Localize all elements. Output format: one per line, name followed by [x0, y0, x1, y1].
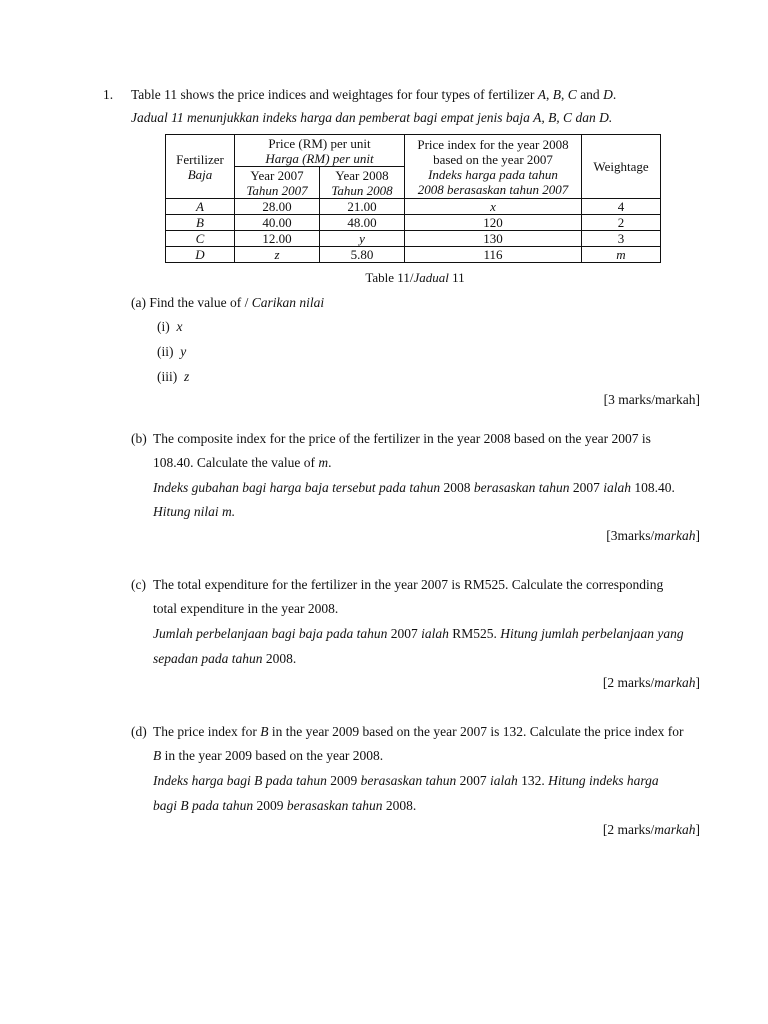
part-d-line2: B in the year 2009 based on the year 2008. [153, 748, 384, 763]
table-row [166, 215, 661, 231]
cell-weight: 4 [582, 199, 661, 215]
cell-price-2008: y [320, 231, 405, 247]
part-a-item: (ii) y [157, 344, 187, 359]
cell-fertilizer: B [166, 215, 235, 231]
part-b-label: (b) [131, 431, 147, 446]
header-price-index: Price index for the year 2008 based on the year 2007 Indeks harga pada tahun 2008 berasaskan tahun 2007 [405, 135, 582, 199]
cell-price-2008: 21.00 [320, 199, 405, 215]
part-c-marks: [2 marks/markah] [602, 675, 700, 690]
question-number: 1. [103, 87, 114, 102]
part-c-line1: The total expenditure for the fertilizer in the year 2007 is RM525. Calculate the corresponding [153, 577, 664, 592]
cell-index: 130 [405, 231, 582, 247]
part-b-marks: [3marks/markah] [606, 528, 700, 543]
cell-index: 116 [405, 247, 582, 263]
part-c-line2: total expenditure in the year 2008. [153, 601, 339, 616]
question-intro-en: Table 11 shows the price indices and weightages for four types of fertilizer A, B, C and D. [131, 87, 617, 102]
table-row [166, 231, 661, 247]
table-row [166, 199, 661, 215]
cell-price-2008: 5.80 [320, 247, 405, 263]
part-c-ms2: sepadan pada tahun 2008. [153, 651, 297, 666]
header-year-2007: Year 2007 Tahun 2007 [235, 167, 320, 199]
cell-weight: 3 [582, 231, 661, 247]
cell-weight: m [582, 247, 661, 263]
header-fertilizer: Fertilizer Baja [166, 135, 235, 199]
table-caption: Table 11/Jadual 11 [365, 270, 465, 285]
cell-weight: 2 [582, 215, 661, 231]
table-row [166, 247, 661, 263]
header-weightage: Weightage [582, 135, 661, 199]
part-d-label: (d) [131, 724, 147, 739]
part-d-line1: The price index for B in the year 2009 based on the year 2007 is 132. Calculate the price index for [153, 724, 684, 739]
part-a-prompt: (a) Find the value of / Carikan nilai [131, 295, 325, 310]
question-intro-ms: Jadual 11 menunjukkan indeks harga dan pemberat bagi empat jenis baja A, B, C dan D. [131, 110, 613, 125]
part-c-label: (c) [131, 577, 146, 592]
cell-index: x [405, 199, 582, 215]
cell-price-2007: 12.00 [235, 231, 320, 247]
cell-price-2007: z [235, 247, 320, 263]
part-a-marks: [3 marks/markah] [603, 392, 700, 407]
part-b-line1: The composite index for the price of the fertilizer in the year 2008 based on the year 2007 is [153, 431, 651, 446]
part-a-item: (i) x [157, 319, 183, 334]
part-d-marks: [2 marks/markah] [602, 822, 700, 837]
cell-fertilizer: C [166, 231, 235, 247]
cell-price-2007: 40.00 [235, 215, 320, 231]
header-year-2008: Year 2008 Tahun 2008 [320, 167, 405, 199]
part-b-ms2: Hitung nilai m. [153, 504, 236, 519]
part-d-ms2: bagi B pada tahun 2009 berasaskan tahun 2008. [153, 798, 417, 813]
cell-price-2008: 48.00 [320, 215, 405, 231]
part-c-ms1: Jumlah perbelanjaan bagi baja pada tahun 2007 ialah RM525. Hitung jumlah perbelanjaan yang [153, 626, 684, 641]
cell-price-2007: 28.00 [235, 199, 320, 215]
part-b-line2: 108.40. Calculate the value of m. [153, 455, 332, 470]
part-b-ms1: Indeks gubahan bagi harga baja tersebut pada tahun 2008 berasaskan tahun 2007 ialah 108.40. [153, 480, 675, 495]
part-a-item: (iii) z [157, 369, 190, 384]
part-d-ms1: Indeks harga bagi B pada tahun 2009 berasaskan tahun 2007 ialah 132. Hitung indeks harga [153, 773, 659, 788]
header-price: Price (RM) per unit Harga (RM) per unit [235, 135, 405, 167]
cell-index: 120 [405, 215, 582, 231]
cell-fertilizer: D [166, 247, 235, 263]
fertilizer-table [165, 134, 661, 263]
cell-fertilizer: A [166, 199, 235, 215]
